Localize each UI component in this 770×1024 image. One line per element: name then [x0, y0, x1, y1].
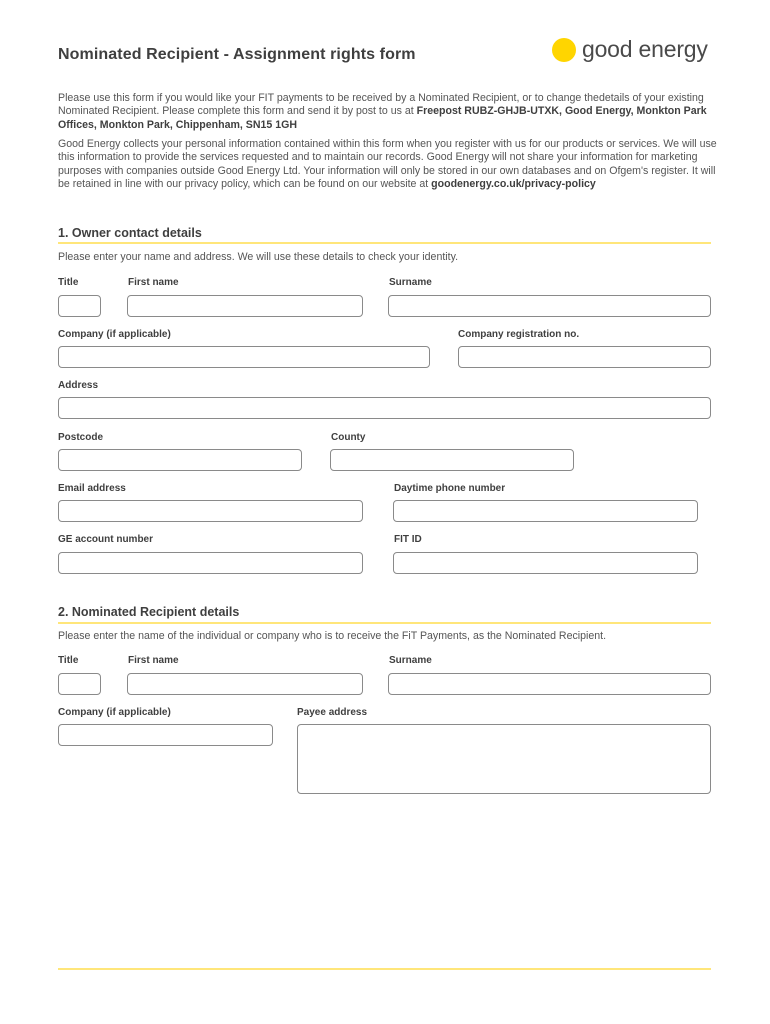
- footer-rule: [58, 968, 711, 970]
- owner-title-input[interactable]: [58, 295, 101, 317]
- sun-dot-icon: [552, 38, 576, 62]
- section-1-heading: 1. Owner contact details: [58, 226, 202, 240]
- page-title: Nominated Recipient - Assignment rights form: [58, 46, 416, 63]
- owner-ge-account-label: GE account number: [58, 534, 154, 545]
- privacy-text: Good Energy collects your personal information contained within this form when you register with us for our products or services. We will use this information to provide the services requested and to maintain our records. Good Energy will not share your information for marketing purposes with companies outside Good Energy Ltd. Your information will only be stored in our own databases and on Ofgem's register. It will be retained in line with our privacy policy, which can be found on our website at: [58, 138, 717, 191]
- owner-email-input[interactable]: [58, 500, 363, 522]
- recipient-company-input[interactable]: [58, 724, 273, 746]
- owner-title-label: Title: [58, 277, 79, 288]
- owner-address-label: Address: [58, 380, 99, 391]
- owner-postcode-input[interactable]: [58, 449, 302, 471]
- owner-fit-id-label: FIT ID: [394, 534, 422, 545]
- recipient-surname-label: Surname: [389, 655, 432, 666]
- owner-county-label: County: [331, 432, 366, 443]
- recipient-title-label: Title: [58, 655, 79, 666]
- privacy-link[interactable]: goodenergy.co.uk/privacy-policy: [431, 178, 596, 191]
- owner-first-name-input[interactable]: [127, 295, 363, 317]
- recipient-first-name-label: First name: [128, 655, 179, 666]
- owner-company-reg-input[interactable]: [458, 346, 711, 368]
- section-2-heading: 2. Nominated Recipient details: [58, 605, 240, 619]
- owner-address-input[interactable]: [58, 397, 711, 419]
- owner-phone-input[interactable]: [393, 500, 698, 522]
- privacy-paragraph: [58, 138, 718, 192]
- owner-company-label: Company (if applicable): [58, 329, 171, 340]
- brand-logo: [552, 36, 708, 63]
- section-2-rule: [58, 622, 711, 624]
- owner-surname-input[interactable]: [388, 295, 711, 317]
- intro-paragraph: [58, 92, 718, 132]
- owner-ge-account-input[interactable]: [58, 552, 363, 574]
- recipient-surname-input[interactable]: [388, 673, 711, 695]
- owner-phone-label: Daytime phone number: [394, 483, 506, 494]
- recipient-first-name-input[interactable]: [127, 673, 363, 695]
- owner-company-input[interactable]: [58, 346, 430, 368]
- recipient-company-label: Company (if applicable): [58, 707, 171, 718]
- owner-surname-label: Surname: [389, 277, 432, 288]
- recipient-title-input[interactable]: [58, 673, 101, 695]
- owner-fit-id-input[interactable]: [393, 552, 698, 574]
- owner-company-reg-label: Company registration no.: [458, 329, 580, 340]
- section-2-instruction: Please enter the name of the individual or company who is to receive the FiT Payments, as the Nominated Recipient.: [58, 630, 607, 642]
- payee-address-label: Payee address: [297, 707, 368, 718]
- owner-county-input[interactable]: [330, 449, 574, 471]
- intro-text: Please use this form if you would like your FIT payments to be received by a Nominated Recipient, or to change thedetails of your existing Nominated Recipient. Please complete this form and send it by post to us at: [58, 92, 704, 118]
- section-1-instruction: Please enter your name and address. We will use these details to check your identity.: [58, 251, 459, 263]
- postal-address: Freepost RUBZ-GHJB-UTXK, Good Energy, Monkton Park Offices, Monkton Park, Chippenham, SN15 1GH: [58, 105, 707, 131]
- owner-postcode-label: Postcode: [58, 432, 104, 443]
- payee-address-input[interactable]: [297, 724, 711, 794]
- owner-first-name-label: First name: [128, 277, 179, 288]
- owner-email-label: Email address: [58, 483, 126, 494]
- section-1-rule: [58, 242, 711, 244]
- logo-text: good energy: [582, 36, 708, 62]
